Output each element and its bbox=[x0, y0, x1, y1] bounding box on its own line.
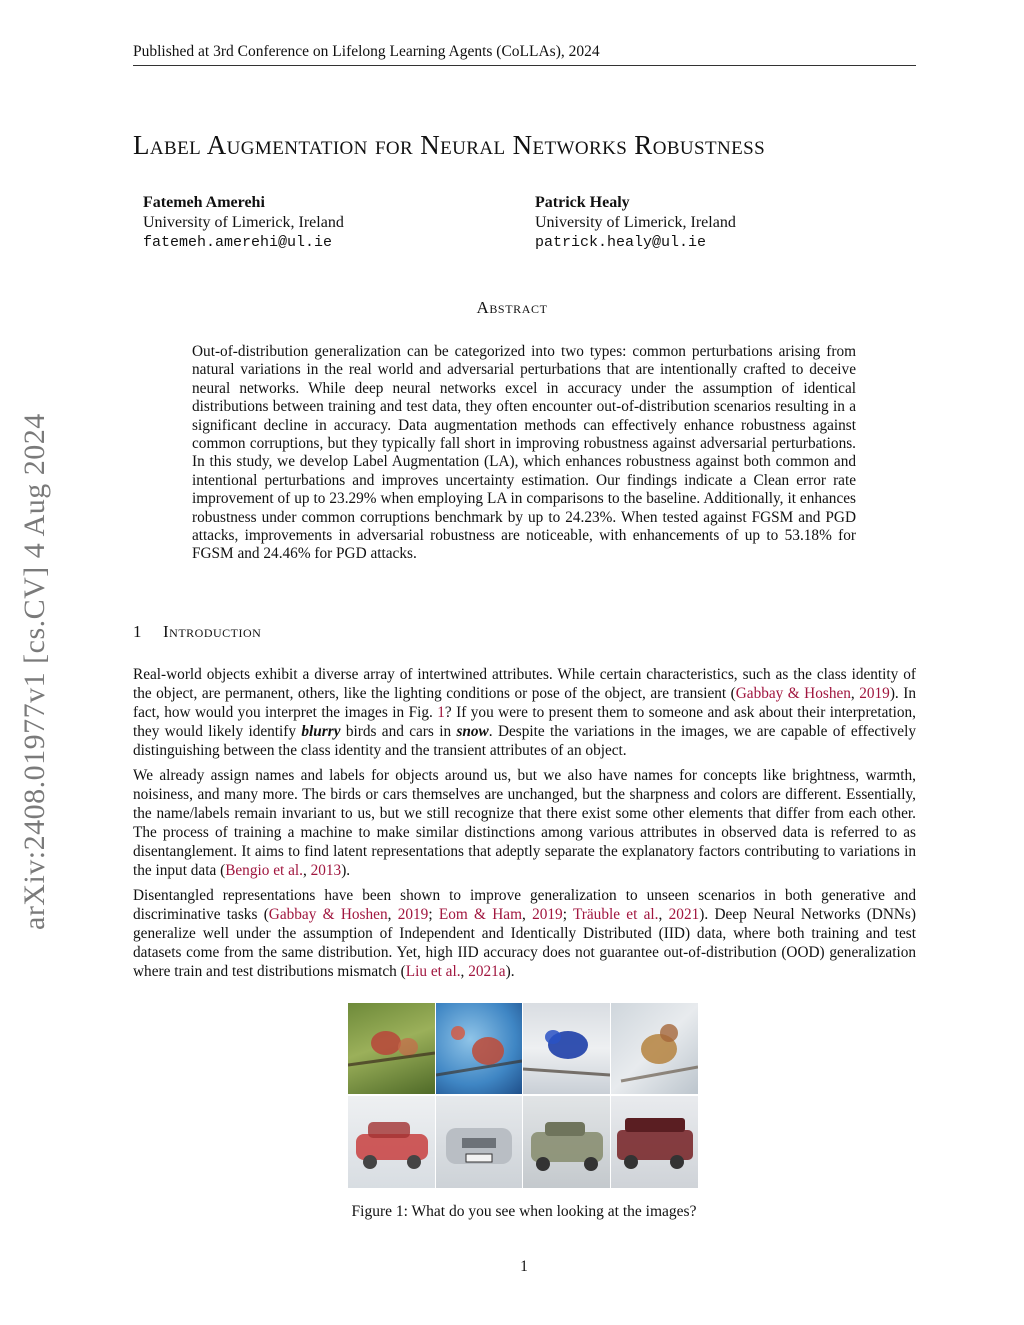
intro-paragraph-2: We already assign names and labels for objects around us, but we also have names for concepts like brightness, warmth, noisiness, and many more. The birds or cars themselves are unchanged, but the sharpness and colors are different. Essentially, the name/labels remain invariant to us, but we still recognize that there exist some other elements that differ from each other. The process of training a machine to make similar distinctions among various attributes in observed data is referred to as disentanglement. It aims to find latent representations that adeptly separate the explanatory factors contributing to variations in the input data (Bengio et al., 2013). bbox=[133, 767, 916, 879]
car-image-snow-2 bbox=[436, 1096, 522, 1188]
abstract-heading: Abstract bbox=[476, 298, 548, 317]
car-image-snow-3 bbox=[523, 1096, 610, 1188]
citation-link[interactable]: Gabbay & Hoshen bbox=[735, 684, 851, 702]
paper-title bbox=[133, 130, 923, 161]
section-number: 1 bbox=[133, 622, 142, 641]
abstract-text: Out-of-distribution generalization can be categorized into two types: common perturbations arising from natural variations in the real world and adversarial perturbations that are intentionally crafted to deceive neural networks. While deep neural networks excel in accuracy under the assumption of identical distributions between training and test data, they often encounter out-of-distribution scenarios resulting in a significant decline in accuracy. Data augmentation methods can effectively enhance robustness against common corruptions, but they typically fall short in improving robustness against adversarial perturbations. In this study, we develop Label Augmentation (LA), which enhances robustness against both common and intentional perturbations and improves uncertainty estimation. Our findings indicate a Clean error rate improvement of up to 23.29% when employing LA in comparisons to the baseline. Additionally, it enhances robustness under common corruptions benchmark by up to 24.23%. When tested against FGSM and PGD attacks, improvements in adversarial robustness are noticeable, with enhancements of up to 53.18% for FGSM and 24.46% for PGD attacks. bbox=[192, 343, 856, 563]
citation-link[interactable]: 2021 bbox=[668, 905, 700, 923]
author-email[interactable]: patrick.healy@ul.ie bbox=[535, 234, 707, 251]
section-heading bbox=[133, 622, 261, 642]
author-name: Patrick Healy bbox=[535, 194, 630, 211]
conference-header: Published at 3rd Conference on Lifelong Learning Agents (CoLLAs), 2024 bbox=[133, 43, 916, 66]
author-email[interactable]: fatemeh.amerehi@ul.ie bbox=[143, 234, 333, 251]
paper-title-text: Label Augmentation for Neural Networks Robustness bbox=[133, 130, 766, 160]
section-title: Introduction bbox=[163, 622, 262, 641]
citation-link[interactable]: Liu et al. bbox=[405, 962, 461, 980]
figure-caption: Figure 1: What do you see when looking at the images? bbox=[351, 1203, 697, 1220]
bird-image-blurry-4 bbox=[611, 1003, 698, 1094]
author-affiliation: University of Limerick, Ireland bbox=[535, 214, 736, 231]
intro-paragraph-1: Real-world objects exhibit a diverse array of intertwined attributes. While certain characteristics, such as the class identity of the object, are permanent, others, like the lighting conditions or pose of the object, are transient (Gabbay & Hoshen, 2019). In fact, how would you interpret the images in Fig. 1? If you were to present them to someone and ask about their interpretation, they would likely identify blurry birds and cars in snow. Despite the variations in the images, we are capable of effectively distinguishing between the class identity and the transient attributes of an object. bbox=[133, 666, 916, 759]
author-name: Fatemeh Amerehi bbox=[143, 194, 265, 211]
citation-link[interactable]: 2019 bbox=[397, 905, 429, 923]
author-affiliation: University of Limerick, Ireland bbox=[143, 214, 344, 231]
car-image-snow-1 bbox=[348, 1096, 435, 1188]
emphasis-blurry: blurry bbox=[301, 722, 341, 740]
citation-link[interactable]: 2021a bbox=[468, 962, 506, 980]
citation-link[interactable]: Bengio et al. bbox=[225, 861, 303, 879]
bird-image-blurry-3 bbox=[523, 1003, 610, 1094]
author-block-1 bbox=[143, 193, 344, 253]
car-image-snow-4 bbox=[611, 1096, 698, 1188]
citation-link[interactable]: 2013 bbox=[310, 861, 342, 879]
intro-paragraph-3: Disentangled representations have been shown to improve generalization to unseen scenarios in both generative and discriminative tasks (Gabbay & Hoshen, 2019; Eom & Ham, 2019; Träuble et al., 2021). Deep Neural Networks (DNNs) generalize well under the assumption of Independent and Identically Distributed (IID) data, where both training and test datasets come from the same distribution. Yet, high IID accuracy does not guarantee out-of-distribution (OOD) generalization where train and test distributions mismatch (Liu et al., 2021a). bbox=[133, 887, 916, 980]
figure-ref-link[interactable]: 1 bbox=[437, 703, 445, 721]
citation-link[interactable]: Eom & Ham bbox=[438, 905, 522, 923]
bird-image-blurry-1 bbox=[348, 1003, 435, 1094]
arxiv-stamp: arXiv:2408.01977v1 [cs.CV] 4 Aug 2024 bbox=[18, 413, 51, 930]
emphasis-snow: snow bbox=[456, 722, 489, 740]
figure-1-image-grid bbox=[348, 1003, 698, 1188]
citation-link[interactable]: Gabbay & Hoshen bbox=[268, 905, 388, 923]
citation-link[interactable]: 2019 bbox=[859, 684, 890, 702]
citation-link[interactable]: Träuble et al. bbox=[572, 905, 659, 923]
citation-link[interactable]: 2019 bbox=[532, 905, 563, 923]
bird-image-blurry-2 bbox=[436, 1003, 522, 1094]
page-number: 1 bbox=[520, 1258, 528, 1275]
author-block-2 bbox=[535, 193, 736, 253]
